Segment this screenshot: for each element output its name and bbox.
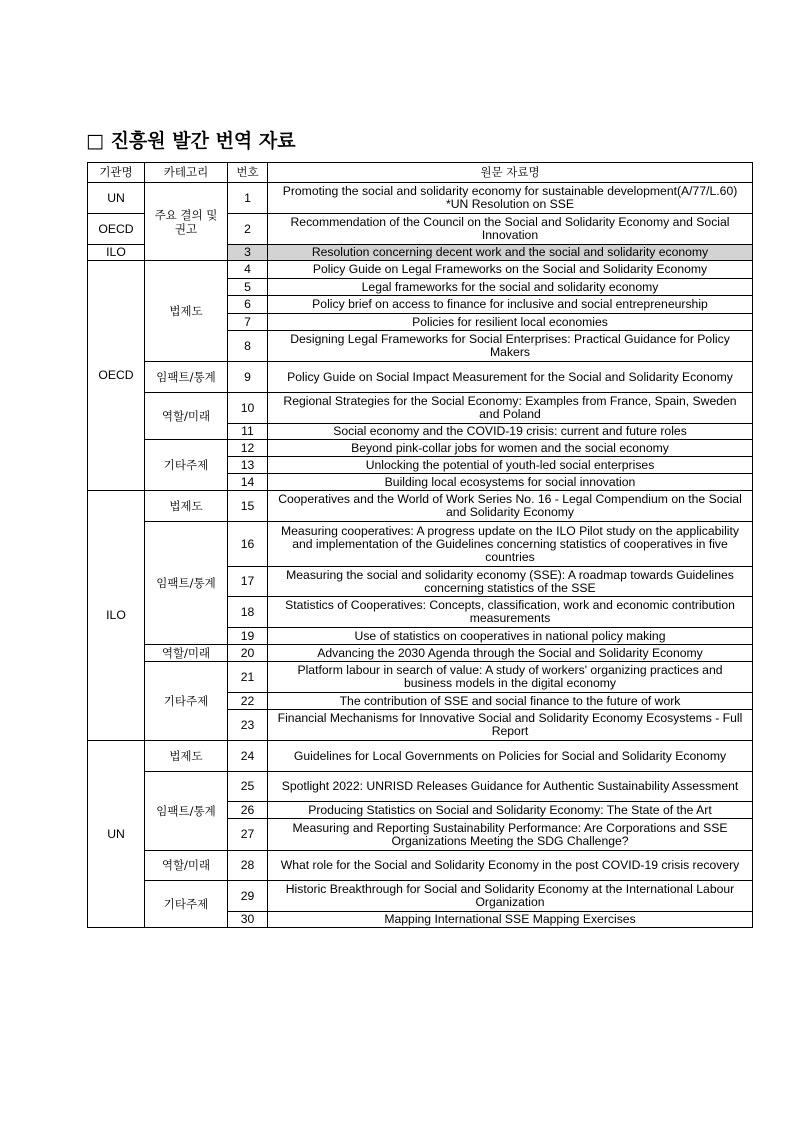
- category-cell: 임팩트/통계: [145, 362, 228, 393]
- row-number: 21: [228, 662, 268, 693]
- document-title: Policy Guide on Legal Frameworks on the Social and Solidarity Economy: [268, 261, 753, 279]
- header-org: 기관명: [88, 163, 145, 183]
- org-cell: ILO: [88, 245, 145, 261]
- document-title: Spotlight 2022: UNRISD Releases Guidance for Authentic Sustainability Assessment: [268, 772, 753, 802]
- org-cell: ILO: [88, 491, 145, 741]
- document-title: Unlocking the potential of youth-led social enterprises: [268, 457, 753, 474]
- row-number: 9: [228, 362, 268, 393]
- org-cell: UN: [88, 741, 145, 928]
- table-row: [88, 881, 753, 912]
- category-cell: 법제도: [145, 491, 228, 522]
- row-number: 27: [228, 819, 268, 851]
- header-number: 번호: [228, 163, 268, 183]
- table-row: [88, 851, 753, 881]
- row-number: 14: [228, 474, 268, 491]
- document-title: Promoting the social and solidarity economy for sustainable development(A/77/L.60) *UN Resolution on SSE: [268, 183, 753, 214]
- table-row: [88, 662, 753, 693]
- table-row: [88, 772, 753, 802]
- document-title: Policies for resilient local economies: [268, 314, 753, 331]
- document-title: Measuring cooperatives: A progress update on the ILO Pilot study on the applicability and implementation of the Guidelines concerning statistics of cooperatives in five countries: [268, 522, 753, 567]
- row-number: 13: [228, 457, 268, 474]
- document-title: Beyond pink-collar jobs for women and the social economy: [268, 440, 753, 457]
- document-title: Measuring and Reporting Sustainability Performance: Are Corporations and SSE Organizations Meeting the SDG Challenge?: [268, 819, 753, 851]
- category-cell: 기타주제: [145, 662, 228, 741]
- document-title: Designing Legal Frameworks for Social Enterprises: Practical Guidance for Policy Makers: [268, 331, 753, 362]
- row-number: 1: [228, 183, 268, 214]
- row-number: 17: [228, 567, 268, 597]
- document-title: Producing Statistics on Social and Solidarity Economy: The State of the Art: [268, 802, 753, 819]
- page-title: □ 진흥원 발간 번역 자료: [86, 130, 296, 152]
- document-title: Platform labour in search of value: A study of workers' organizing practices and business models in the digital economy: [268, 662, 753, 693]
- category-cell: 역할/미래: [145, 851, 228, 881]
- table-row: [88, 491, 753, 522]
- document-title: Building local ecosystems for social innovation: [268, 474, 753, 491]
- category-cell: 법제도: [145, 261, 228, 362]
- table-row: [88, 362, 753, 393]
- row-number: 30: [228, 912, 268, 928]
- document-title: Use of statistics on cooperatives in national policy making: [268, 628, 753, 645]
- category-cell: 임팩트/통계: [145, 772, 228, 851]
- row-number: 19: [228, 628, 268, 645]
- category-cell: 주요 결의 및 권고: [145, 183, 228, 261]
- publication-table: [87, 162, 753, 928]
- document-title: Mapping International SSE Mapping Exercises: [268, 912, 753, 928]
- table-row: [88, 393, 753, 424]
- row-number: 4: [228, 261, 268, 279]
- document-title: Cooperatives and the World of Work Series No. 16 - Legal Compendium on the Social and Solidarity Economy: [268, 491, 753, 522]
- document-title: Regional Strategies for the Social Economy: Examples from France, Spain, Sweden and Poland: [268, 393, 753, 424]
- category-cell: 법제도: [145, 741, 228, 772]
- document-title: Resolution concerning decent work and the social and solidarity economy: [268, 245, 753, 261]
- org-cell: OECD: [88, 261, 145, 491]
- document-title: Measuring the social and solidarity economy (SSE): A roadmap towards Guidelines concerning statistics of the SSE: [268, 567, 753, 597]
- row-number: 11: [228, 424, 268, 440]
- row-number: 5: [228, 279, 268, 296]
- table-row: [88, 261, 753, 279]
- row-number: 18: [228, 597, 268, 628]
- category-cell: 역할/미래: [145, 393, 228, 440]
- document-title: Policy Guide on Social Impact Measurement for the Social and Solidarity Economy: [268, 362, 753, 393]
- header-title: 원문 자료명: [268, 163, 753, 183]
- row-number: 8: [228, 331, 268, 362]
- category-cell: 임팩트/통계: [145, 522, 228, 645]
- table-row: [88, 183, 753, 214]
- table-row: [88, 645, 753, 662]
- row-number: 28: [228, 851, 268, 881]
- document-title: Financial Mechanisms for Innovative Social and Solidarity Economy Ecosystems - Full Report: [268, 710, 753, 741]
- row-number: 12: [228, 440, 268, 457]
- row-number: 25: [228, 772, 268, 802]
- row-number: 6: [228, 296, 268, 314]
- category-cell: 역할/미래: [145, 645, 228, 662]
- table-row: [88, 741, 753, 772]
- row-number: 23: [228, 710, 268, 741]
- document-title: Social economy and the COVID-19 crisis: current and future roles: [268, 424, 753, 440]
- row-number: 7: [228, 314, 268, 331]
- row-number: 29: [228, 881, 268, 912]
- row-number: 15: [228, 491, 268, 522]
- document-title: Policy brief on access to finance for inclusive and social entrepreneurship: [268, 296, 753, 314]
- row-number: 16: [228, 522, 268, 567]
- document-title: Statistics of Cooperatives: Concepts, classification, work and economic contribution measurements: [268, 597, 753, 628]
- table-header-row: [88, 163, 753, 183]
- table-row: [88, 522, 753, 567]
- row-number: 24: [228, 741, 268, 772]
- row-number: 3: [228, 245, 268, 261]
- document-title: Recommendation of the Council on the Social and Solidarity Economy and Social Innovation: [268, 214, 753, 245]
- document-title: Legal frameworks for the social and solidarity economy: [268, 279, 753, 296]
- row-number: 26: [228, 802, 268, 819]
- row-number: 10: [228, 393, 268, 424]
- document-title: Advancing the 2030 Agenda through the Social and Solidarity Economy: [268, 645, 753, 662]
- document-title: Historic Breakthrough for Social and Solidarity Economy at the International Labour Organization: [268, 881, 753, 912]
- row-number: 20: [228, 645, 268, 662]
- org-cell: UN: [88, 183, 145, 214]
- row-number: 2: [228, 214, 268, 245]
- header-category: 카테고리: [145, 163, 228, 183]
- document-title: The contribution of SSE and social finance to the future of work: [268, 693, 753, 710]
- table-row: [88, 440, 753, 457]
- org-cell: OECD: [88, 214, 145, 245]
- category-cell: 기타주제: [145, 881, 228, 928]
- category-cell: 기타주제: [145, 440, 228, 491]
- document-title: What role for the Social and Solidarity Economy in the post COVID-19 crisis recovery: [268, 851, 753, 881]
- row-number: 22: [228, 693, 268, 710]
- document-title: Guidelines for Local Governments on Policies for Social and Solidarity Economy: [268, 741, 753, 772]
